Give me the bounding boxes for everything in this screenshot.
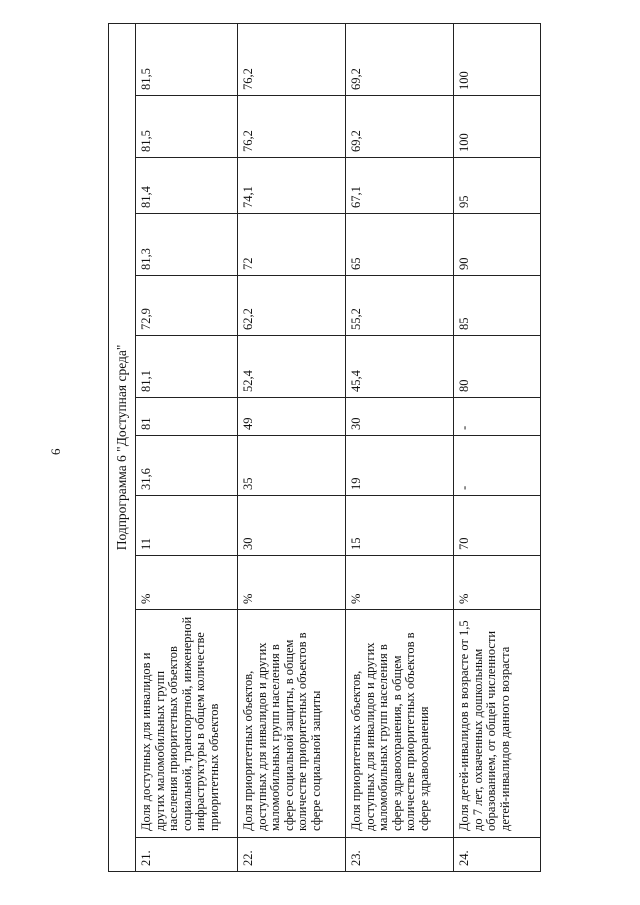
value-cell: 80 <box>454 336 541 398</box>
value-cell: 81,5 <box>136 96 238 158</box>
value-cell: 30 <box>346 398 454 436</box>
row-number: 24. <box>454 838 541 872</box>
indicator-name: Доля детей-инвалидов в возрасте от 1,5 до 7 лет, охваченных дошкольным образованием, от общей численности детей-инвалидов данного возраста <box>454 610 541 838</box>
subprogram-title: Подпрограмма 6 "Доступная среда" <box>109 23 136 871</box>
subprogram-header-row <box>109 23 136 871</box>
rotated-table-container <box>108 24 541 872</box>
row-number: 23. <box>346 838 454 872</box>
value-cell: 95 <box>454 158 541 214</box>
value-cell: 55,2 <box>346 276 454 336</box>
table-row <box>136 23 238 871</box>
value-cell: 65 <box>346 214 454 276</box>
row-number: 21. <box>136 838 238 872</box>
value-cell: 81,5 <box>136 23 238 95</box>
value-cell: 69,2 <box>346 96 454 158</box>
value-cell: 76,2 <box>238 23 346 95</box>
table-row <box>454 23 541 871</box>
value-cell: - <box>454 398 541 436</box>
value-cell: 70 <box>454 496 541 556</box>
value-cell: 19 <box>346 436 454 496</box>
value-cell: 81,1 <box>136 336 238 398</box>
indicator-name: Доля приоритетных объектов, доступных для инвалидов и других маломобильных групп населения в сфере социальной защиты, в общем количестве приоритетных объектов в сфере социальной защиты <box>238 610 346 838</box>
value-cell: 72,9 <box>136 276 238 336</box>
value-cell: 52,4 <box>238 336 346 398</box>
value-cell: 11 <box>136 496 238 556</box>
value-cell: 81 <box>136 398 238 436</box>
value-cell: 35 <box>238 436 346 496</box>
value-cell: 45,4 <box>346 336 454 398</box>
value-cell: 69,2 <box>346 23 454 95</box>
unit-cell: % <box>238 556 346 610</box>
indicator-name: Доля приоритетных объектов, доступных для инвалидов и других маломобильных групп населения в сфере здравоохранения, в общем количестве приоритетных объектов в сфере здравоохранения <box>346 610 454 838</box>
value-cell: 31,6 <box>136 436 238 496</box>
value-cell: 76,2 <box>238 96 346 158</box>
value-cell: 62,2 <box>238 276 346 336</box>
value-cell: 74,1 <box>238 158 346 214</box>
value-cell: 81,4 <box>136 158 238 214</box>
value-cell: - <box>454 436 541 496</box>
table-row <box>346 23 454 871</box>
value-cell: 49 <box>238 398 346 436</box>
value-cell: 100 <box>454 96 541 158</box>
value-cell: 30 <box>238 496 346 556</box>
indicators-table <box>108 23 541 872</box>
unit-cell: % <box>136 556 238 610</box>
value-cell: 15 <box>346 496 454 556</box>
unit-cell: % <box>346 556 454 610</box>
value-cell: 81,3 <box>136 214 238 276</box>
unit-cell: % <box>454 556 541 610</box>
row-number: 22. <box>238 838 346 872</box>
value-cell: 85 <box>454 276 541 336</box>
page-number: 6 <box>48 448 63 455</box>
value-cell: 67,1 <box>346 158 454 214</box>
value-cell: 100 <box>454 23 541 95</box>
indicator-name: Доля доступных для инвалидов и других маломобильных групп населения приоритетных объектов социальной, транспортной, инженерной инфраструктуры в общем количестве приоритетных объектов <box>136 610 238 838</box>
value-cell: 72 <box>238 214 346 276</box>
value-cell: 90 <box>454 214 541 276</box>
table-row <box>238 23 346 871</box>
